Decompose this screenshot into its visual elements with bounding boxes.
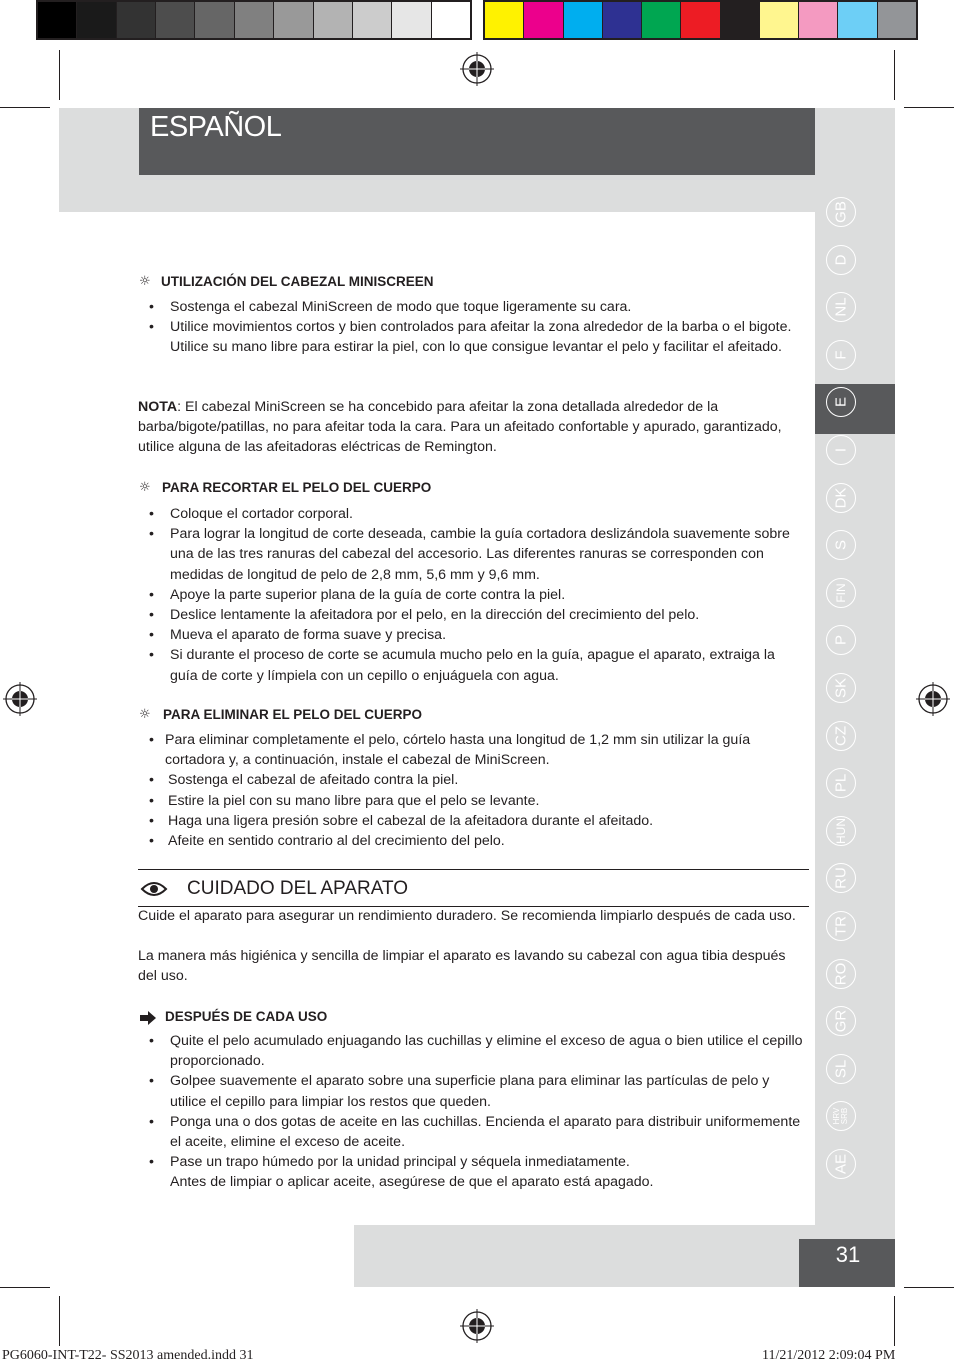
sub-heading-despues: DESPUÉS DE CADA USO [165, 1009, 328, 1024]
language-tab-label: HRV SRB [832, 1108, 849, 1125]
page-number: 31 [835, 1242, 861, 1267]
color-swatch [760, 2, 799, 38]
color-swatch [432, 2, 470, 38]
language-tab-label: GR [832, 1009, 850, 1033]
color-swatch [353, 2, 392, 38]
section-heading-recortar: PARA RECORTAR EL PELO DEL CUERPO [162, 480, 432, 495]
cuidado-last-line: Antes de limpiar o aplicar aceite, asegúrese de que el aparato está apagado. [170, 1174, 654, 1191]
color-scale-bar [483, 0, 918, 40]
list-item: • Deslice lentamente la afeitadora por el pelo, en la dirección del crecimiento del pelo. [138, 605, 806, 625]
section-rule-top [138, 869, 809, 870]
list-item: • Sostenga el cabezal de afeitado contra la piel. [138, 770, 806, 790]
language-tab-pl[interactable] [826, 768, 856, 798]
language-tab-sk[interactable] [826, 673, 856, 703]
section-heading-miniscreen: UTILIZACIÓN DEL CABEZAL MINISCREEN [161, 274, 434, 289]
language-tab-label: RU [832, 867, 850, 890]
list-item: • Utilice movimientos cortos y bien controlados para afeitar la zona alrededor de la barba o el bigote. Utilice su mano libre para estirar la piel, con lo que consigue levantar el pelo y facilitar el afeitado. [138, 317, 806, 357]
list-item: • Coloque el cortador corporal. [138, 504, 806, 524]
list-item: • Estire la piel con su mano libre para que el pelo se levante. [138, 791, 806, 811]
color-swatch [274, 2, 313, 38]
section-heading-eliminar: PARA ELIMINAR EL PELO DEL CUERPO [163, 707, 423, 722]
cuidado-intro-1: Cuide el aparato para asegurar un rendimiento duradero. Se recomienda limpiarlo después de cada uso. [138, 908, 796, 924]
language-tab-label: CZ [832, 725, 850, 746]
color-swatch [681, 2, 720, 38]
note-paragraph [138, 397, 806, 458]
color-swatch [156, 2, 195, 38]
grey-scale-bar [36, 0, 472, 40]
color-swatch [485, 2, 524, 38]
crop-mark [904, 1287, 954, 1288]
note-text: : El cabezal MiniScreen se ha concebido para afeitar la zona detallada alrededor de la barba/bigote/patillas, no para afeitar toda la cara. Para un afeitado confortable y apurado, garantizado, utilice alguna de las afeitadoras eléctricas de Remington. [138, 399, 782, 456]
language-tab-label: DK [832, 487, 850, 509]
color-swatch [117, 2, 156, 38]
page-title: ESPAÑOL [150, 111, 282, 143]
list-item: • Afeite en sentido contrario al del crecimiento del pelo. [138, 831, 806, 851]
list-item: • Ponga una o dos gotas de aceite en las cuchillas. Encienda el aparato para distribuir uniformemente el aceite, elimine el exceso de aceite. [138, 1112, 806, 1152]
list-item: • Pase un trapo húmedo por la unidad principal y séquela inmediatamente. [138, 1152, 806, 1172]
color-swatch [564, 2, 603, 38]
language-tab-i[interactable] [826, 435, 856, 465]
language-tab-label: FIN [834, 583, 848, 603]
crop-mark [904, 107, 954, 108]
cuidado-intro-2: La manera más higiénica y sencilla de limpiar el aparato es lavando su cabezal con agua tibia después del uso. [138, 948, 786, 985]
language-tab-label: NL [832, 297, 850, 317]
sun-icon: ☼ [139, 707, 151, 722]
language-tab-gb[interactable] [826, 197, 856, 227]
sun-icon: ☼ [139, 274, 151, 289]
list-item: • Para eliminar completamente el pelo, córtelo hasta una longitud de 1,2 mm sin utilizar la guía cortadora y, a continuación, instale el cabezal de MiniScreen. [138, 730, 806, 770]
language-tab-label: TR [832, 916, 850, 936]
color-swatch [314, 2, 353, 38]
language-tab-ae[interactable] [826, 1149, 856, 1179]
list-item: • Haga una ligera presión sobre el cabezal de la afeitadora durante el afeitado. [138, 811, 806, 831]
crop-mark [59, 50, 60, 100]
list-item: • Sostenga el cabezal MiniScreen de modo que toque ligeramente su cara. [138, 297, 806, 317]
color-swatch [642, 2, 681, 38]
footer-file-info: PG6060-INT-T22- SS2013 amended.indd 31 [2, 1348, 254, 1363]
crop-mark [0, 1287, 50, 1288]
miniscreen-bullets [138, 297, 806, 358]
language-tab-label: AE [832, 1153, 850, 1175]
color-swatch [603, 2, 642, 38]
crop-mark [894, 1296, 895, 1346]
language-tab-tr[interactable] [826, 911, 856, 941]
language-tab-label: PL [832, 774, 850, 793]
language-tab-label: GB [832, 201, 850, 223]
registration-mark-icon [460, 1309, 494, 1343]
language-tab-label: HUN [834, 817, 848, 844]
eye-icon [140, 880, 168, 898]
registration-mark-icon [3, 682, 37, 716]
language-tab-label: I [832, 447, 850, 453]
section-heading-cuidado: CUIDADO DEL APARATO [187, 878, 409, 899]
color-swatch [235, 2, 274, 38]
recortar-bullets [138, 504, 806, 686]
color-swatch [799, 2, 838, 38]
language-tab-d[interactable] [826, 245, 856, 275]
language-tab-f[interactable] [826, 340, 856, 370]
language-tab-label: S [832, 540, 850, 551]
language-tab-nl[interactable] [826, 292, 856, 322]
color-swatch [878, 2, 916, 38]
language-tab-fin[interactable] [826, 578, 856, 608]
arrow-right-icon [140, 1011, 156, 1025]
cuidado-bullets [138, 1031, 806, 1193]
list-item: • Quite el pelo acumulado enjuagando las cuchillas y elimine el exceso de agua o bien utilice el cepillo proporcionado. [138, 1031, 806, 1071]
list-item: • Mueva el aparato de forma suave y precisa. [138, 625, 806, 645]
note-label: NOTA [138, 399, 178, 415]
crop-mark [59, 1296, 60, 1346]
language-tab-label: D [832, 254, 850, 266]
language-tab-ro[interactable] [826, 959, 856, 989]
color-swatch [77, 2, 116, 38]
language-tab-label: RO [832, 962, 850, 985]
registration-mark-icon [460, 52, 494, 86]
language-tab-gr[interactable] [826, 1006, 856, 1036]
list-item: • Golpee suavemente el aparato sobre una superficie plana para eliminar las partículas de pelo y utilice el cepillo para limpiar los restos que queden. [138, 1071, 806, 1111]
list-item: • Apoye la parte superior plana de la guía de corte contra la piel. [138, 585, 806, 605]
list-item: • Para lograr la longitud de corte deseada, cambie la guía cortadora deslizándola suavemente sobre una de las tres ranuras del cabezal del accesorio. Las diferentes ranuras se corresponden con medidas de longitud de pelo de 2,8 mm, 5,6 mm y 9,6 mm. [138, 524, 806, 585]
language-tab-hun[interactable] [826, 816, 856, 846]
language-tab-cz[interactable] [826, 721, 856, 751]
registration-mark-icon [916, 682, 950, 716]
language-tab-dk[interactable] [826, 483, 856, 513]
language-tab-label: SK [832, 677, 850, 699]
list-item: • Si durante el proceso de corte se acumula mucho pelo en la guía, apague el aparato, extraiga la guía de corte y límpiela con un cepillo o enjuáguela con agua. [138, 645, 806, 685]
color-swatch [721, 2, 760, 38]
language-tab-label: SL [832, 1059, 850, 1078]
color-swatch [524, 2, 563, 38]
language-tab-label: E [832, 397, 850, 408]
footer-timestamp: 11/21/2012 2:09:04 PM [762, 1348, 896, 1363]
crop-mark [0, 107, 50, 108]
language-tab-label: P [832, 635, 850, 646]
color-swatch [392, 2, 431, 38]
sun-icon: ☼ [139, 480, 151, 495]
eliminar-bullets [138, 730, 806, 851]
color-swatch [38, 2, 77, 38]
language-tab-sl[interactable] [826, 1054, 856, 1084]
color-swatch [195, 2, 234, 38]
language-tab-label: F [832, 350, 850, 360]
crop-mark [894, 50, 895, 100]
color-swatch [838, 2, 877, 38]
language-tab-s[interactable] [826, 530, 856, 560]
